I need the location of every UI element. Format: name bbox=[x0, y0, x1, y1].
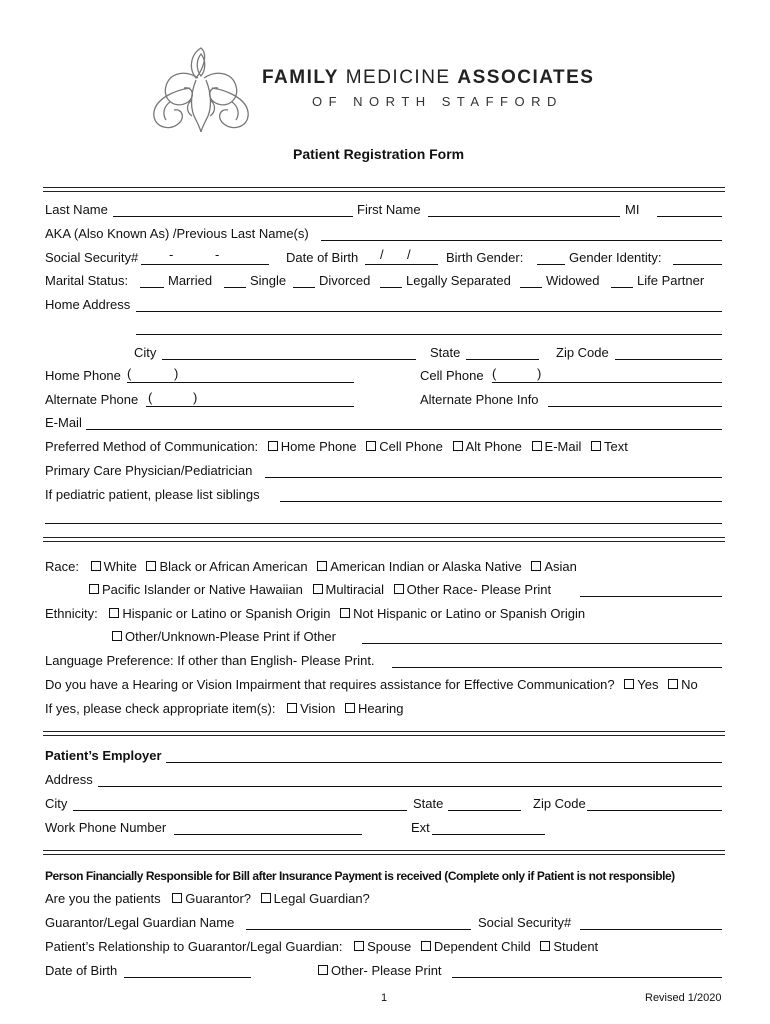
practice-subtitle: OF NORTH STAFFORD bbox=[312, 94, 563, 109]
employer-city-label: City bbox=[45, 796, 68, 811]
option-label: Hispanic or Latino or Spanish Origin bbox=[122, 606, 331, 621]
city-label: City bbox=[134, 345, 157, 360]
cell-phone-label: Cell Phone bbox=[420, 368, 484, 383]
divider bbox=[43, 537, 725, 538]
guarantor-ssn-label: Social Security# bbox=[478, 915, 572, 930]
alt-phone-label: Alternate Phone bbox=[45, 392, 139, 407]
employer-field[interactable] bbox=[166, 762, 722, 763]
race-multiracial-option[interactable] bbox=[313, 582, 385, 597]
option-label: Pacific Islander or Native Hawaiian bbox=[102, 582, 303, 597]
option-label: Dependent Child bbox=[433, 939, 531, 954]
paren-open: ( bbox=[127, 366, 132, 381]
checkbox-icon[interactable] bbox=[668, 679, 678, 689]
guarantor-option[interactable] bbox=[172, 891, 251, 906]
pref-email-option[interactable] bbox=[532, 439, 582, 454]
home-address-label: Home Address bbox=[45, 297, 131, 312]
checkbox-icon[interactable] bbox=[531, 561, 541, 571]
pref-comm-row bbox=[45, 439, 628, 455]
zip-label: Zip Code bbox=[556, 345, 609, 360]
separated-label: Legally Separated bbox=[406, 273, 511, 288]
divider bbox=[43, 191, 725, 192]
checkbox-icon[interactable] bbox=[345, 703, 355, 713]
ethnicity-row bbox=[45, 606, 585, 622]
checkbox-icon[interactable] bbox=[317, 561, 327, 571]
guarantor-name-field[interactable] bbox=[246, 929, 471, 930]
mi-label: MI bbox=[625, 202, 640, 217]
dob-label: Date of Birth bbox=[286, 250, 359, 265]
guarantor-name-label: Guarantor/Legal Guardian Name bbox=[45, 915, 235, 930]
divorced-label: Divorced bbox=[319, 273, 371, 288]
practice-logo-icon bbox=[146, 40, 256, 135]
zip-field[interactable] bbox=[615, 359, 722, 360]
checkbox-icon[interactable] bbox=[268, 441, 278, 451]
race-other-option[interactable] bbox=[394, 582, 552, 597]
checkbox-icon[interactable] bbox=[89, 584, 99, 594]
checkbox-icon[interactable] bbox=[421, 941, 431, 951]
guarantor-dob-field[interactable] bbox=[124, 977, 251, 978]
ssn-dash: - bbox=[215, 247, 220, 262]
language-label: Language Preference: If other than English- Please Print. bbox=[45, 653, 375, 668]
work-phone-label: Work Phone Number bbox=[45, 820, 167, 835]
checkbox-icon[interactable] bbox=[624, 679, 634, 689]
option-label: Alt Phone bbox=[465, 439, 522, 454]
option-label: Yes bbox=[637, 677, 659, 692]
paren-close: ) bbox=[174, 366, 179, 381]
other-relationship-option[interactable] bbox=[318, 963, 442, 979]
single-label: Single bbox=[250, 273, 287, 288]
divider bbox=[43, 731, 725, 732]
revised-date: Revised 1/2020 bbox=[645, 992, 722, 1004]
are-you-label: Are you the patients bbox=[45, 891, 161, 906]
mi-field[interactable] bbox=[657, 216, 722, 217]
checkbox-icon[interactable] bbox=[313, 584, 323, 594]
race-label: Race: bbox=[45, 559, 79, 574]
checkbox-icon[interactable] bbox=[112, 631, 122, 641]
siblings-field-2[interactable] bbox=[45, 523, 722, 524]
dob-slash: / bbox=[380, 247, 384, 262]
checkbox-icon[interactable] bbox=[146, 561, 156, 571]
checkbox-icon[interactable] bbox=[453, 441, 463, 451]
checkbox-icon[interactable] bbox=[366, 441, 376, 451]
guarantor-dob-label: Date of Birth bbox=[45, 963, 118, 978]
option-label: Asian bbox=[544, 559, 577, 574]
work-phone-field[interactable] bbox=[174, 834, 362, 835]
employer-city-field[interactable] bbox=[73, 810, 407, 811]
option-label: American Indian or Alaska Native bbox=[330, 559, 522, 574]
race-asian-option[interactable] bbox=[531, 559, 577, 574]
pref-home-phone-option[interactable] bbox=[268, 439, 357, 454]
aka-field[interactable] bbox=[321, 240, 722, 241]
home-address-field-2[interactable] bbox=[136, 334, 722, 335]
guarantor-ssn-field[interactable] bbox=[580, 929, 722, 930]
email-label: E-Mail bbox=[45, 415, 82, 430]
checkbox-icon[interactable] bbox=[394, 584, 404, 594]
dependent-option[interactable] bbox=[421, 939, 531, 954]
city-field[interactable] bbox=[162, 359, 416, 360]
relationship-label: Patient’s Relationship to Guarantor/Legal Guardian: bbox=[45, 939, 343, 954]
ethnicity-other-option[interactable] bbox=[112, 629, 336, 645]
impairment-label: Do you have a Hearing or Vision Impairment that requires assistance for Effective Communication? bbox=[45, 677, 615, 692]
option-label: Other/Unknown-Please Print if Other bbox=[125, 629, 336, 644]
practice-name bbox=[262, 67, 595, 88]
divider bbox=[43, 850, 725, 851]
email-field[interactable] bbox=[86, 429, 722, 430]
pcp-field[interactable] bbox=[265, 477, 722, 478]
option-label: White bbox=[103, 559, 137, 574]
dob-field[interactable] bbox=[365, 264, 438, 265]
checkbox-icon[interactable] bbox=[354, 941, 364, 951]
race-black-option[interactable] bbox=[146, 559, 307, 574]
pcp-label: Primary Care Physician/Pediatrician bbox=[45, 463, 253, 478]
checkbox-icon[interactable] bbox=[318, 965, 328, 975]
brand-bold-associates: ASSOCIATES bbox=[457, 67, 595, 88]
siblings-field[interactable] bbox=[280, 501, 722, 502]
gender-identity-label: Gender Identity: bbox=[569, 250, 662, 265]
paren-close: ) bbox=[537, 366, 542, 381]
option-label: Guarantor? bbox=[185, 891, 252, 906]
hearing-option[interactable] bbox=[345, 701, 404, 716]
marital-status-label: Marital Status: bbox=[45, 273, 129, 288]
employer-title: Patient’s Employer bbox=[45, 748, 162, 763]
separated-blank[interactable] bbox=[380, 287, 402, 288]
checkbox-icon[interactable] bbox=[340, 608, 350, 618]
checkbox-icon[interactable] bbox=[91, 561, 101, 571]
are-you-row bbox=[45, 891, 370, 907]
divider bbox=[43, 735, 725, 736]
employer-state-label: State bbox=[413, 796, 444, 811]
other-race-field[interactable] bbox=[580, 596, 722, 597]
option-label: Legal Guardian? bbox=[273, 891, 370, 906]
option-label: Other Race- Please Print bbox=[406, 582, 552, 597]
ssn-field[interactable] bbox=[141, 264, 269, 265]
divider bbox=[43, 854, 725, 855]
birth-gender-label: Birth Gender: bbox=[446, 250, 524, 265]
vision-option[interactable] bbox=[287, 701, 335, 716]
option-label: E-Mail bbox=[544, 439, 582, 454]
life-partner-blank[interactable] bbox=[611, 287, 633, 288]
form-title: Patient Registration Form bbox=[293, 146, 465, 162]
aka-label: AKA (Also Known As) /Previous Last Name(s) bbox=[45, 226, 309, 241]
option-label: Student bbox=[553, 939, 599, 954]
last-name-label: Last Name bbox=[45, 202, 108, 217]
state-label: State bbox=[430, 345, 461, 360]
student-option[interactable] bbox=[540, 939, 598, 954]
cell-phone-field[interactable] bbox=[492, 382, 722, 383]
employer-state-field[interactable] bbox=[448, 810, 521, 811]
alt-phone-info-label: Alternate Phone Info bbox=[420, 392, 539, 407]
page-number: 1 bbox=[381, 992, 388, 1004]
pref-cell-phone-option[interactable] bbox=[366, 439, 443, 454]
alt-phone-info-field[interactable] bbox=[548, 406, 722, 407]
widowed-label: Widowed bbox=[546, 273, 600, 288]
other-relationship-field[interactable] bbox=[452, 977, 722, 978]
pref-text-option[interactable] bbox=[591, 439, 628, 454]
home-phone-label: Home Phone bbox=[45, 368, 121, 383]
option-label: Home Phone bbox=[280, 439, 357, 454]
impairment-row bbox=[45, 677, 698, 693]
employer-address-label: Address bbox=[45, 772, 93, 787]
ssn-label: Social Security# bbox=[45, 250, 139, 265]
impairment-yes-option[interactable] bbox=[624, 677, 658, 692]
language-field[interactable] bbox=[392, 667, 722, 668]
checkbox-icon[interactable] bbox=[540, 941, 550, 951]
relationship-row bbox=[45, 939, 598, 955]
employer-address-field[interactable] bbox=[98, 786, 722, 787]
single-blank[interactable] bbox=[224, 287, 246, 288]
option-label: Vision bbox=[300, 701, 336, 716]
race-row-2 bbox=[89, 582, 551, 598]
alt-phone-field[interactable] bbox=[146, 406, 354, 407]
widowed-blank[interactable] bbox=[520, 287, 542, 288]
ext-label: Ext bbox=[411, 820, 430, 835]
divider bbox=[43, 187, 725, 188]
pref-comm-label: Preferred Method of Communication: bbox=[45, 439, 259, 454]
ethnicity-label: Ethnicity: bbox=[45, 606, 98, 621]
impairment-no-option[interactable] bbox=[668, 677, 698, 692]
employer-zip-field[interactable] bbox=[587, 810, 722, 811]
ethnicity-not-hispanic-option[interactable] bbox=[340, 606, 585, 621]
option-label: Cell Phone bbox=[379, 439, 443, 454]
checkbox-icon[interactable] bbox=[109, 608, 119, 618]
birth-gender-field[interactable] bbox=[537, 264, 565, 265]
first-name-label: First Name bbox=[357, 202, 421, 217]
employer-zip-label: Zip Code bbox=[533, 796, 586, 811]
checkbox-icon[interactable] bbox=[591, 441, 601, 451]
married-blank[interactable] bbox=[140, 287, 164, 288]
checkbox-icon[interactable] bbox=[172, 893, 182, 903]
option-label: No bbox=[681, 677, 698, 692]
option-label: Spouse bbox=[367, 939, 412, 954]
ext-field[interactable] bbox=[432, 834, 545, 835]
ssn-dash: - bbox=[169, 247, 174, 262]
first-name-field[interactable] bbox=[428, 216, 620, 217]
checkbox-icon[interactable] bbox=[532, 441, 542, 451]
guarantor-title: Person Financially Responsible for Bill after Insurance Payment is received (Complete only if Patient is not responsible) bbox=[45, 869, 675, 883]
race-american-indian-option[interactable] bbox=[317, 559, 521, 574]
checkbox-icon[interactable] bbox=[261, 893, 271, 903]
home-address-field[interactable] bbox=[136, 311, 722, 312]
option-label: Hearing bbox=[357, 701, 404, 716]
pref-alt-phone-option[interactable] bbox=[453, 439, 522, 454]
if-yes-row bbox=[45, 701, 403, 717]
option-label: Multiracial bbox=[325, 582, 385, 597]
other-ethnicity-field[interactable] bbox=[362, 643, 722, 644]
if-yes-label: If yes, please check appropriate item(s): bbox=[45, 701, 276, 716]
gender-identity-field[interactable] bbox=[673, 264, 722, 265]
married-label: Married bbox=[168, 273, 213, 288]
state-field[interactable] bbox=[466, 359, 539, 360]
checkbox-icon[interactable] bbox=[287, 703, 297, 713]
brand-medicine: MEDICINE bbox=[338, 67, 458, 88]
option-label: Text bbox=[604, 439, 628, 454]
ethnicity-hispanic-option[interactable] bbox=[109, 606, 330, 621]
race-row bbox=[45, 559, 577, 575]
option-label: Other- Please Print bbox=[331, 963, 442, 978]
race-white-option[interactable] bbox=[91, 559, 137, 574]
paren-open: ( bbox=[148, 390, 153, 405]
paren-open: ( bbox=[492, 366, 497, 381]
option-label: Black or African American bbox=[159, 559, 308, 574]
life-partner-label: Life Partner bbox=[637, 273, 705, 288]
last-name-field[interactable] bbox=[113, 216, 353, 217]
home-phone-field[interactable] bbox=[127, 382, 354, 383]
divorced-blank[interactable] bbox=[293, 287, 315, 288]
brand-bold-family: FAMILY bbox=[262, 67, 339, 88]
dob-slash: / bbox=[407, 247, 411, 262]
spouse-option[interactable] bbox=[354, 939, 411, 954]
race-pacific-option[interactable] bbox=[89, 582, 303, 597]
option-label: Not Hispanic or Latino or Spanish Origin bbox=[353, 606, 586, 621]
legal-guardian-option[interactable] bbox=[261, 891, 370, 906]
paren-close: ) bbox=[193, 390, 198, 405]
siblings-label: If pediatric patient, please list siblings bbox=[45, 487, 260, 502]
divider bbox=[43, 541, 725, 542]
